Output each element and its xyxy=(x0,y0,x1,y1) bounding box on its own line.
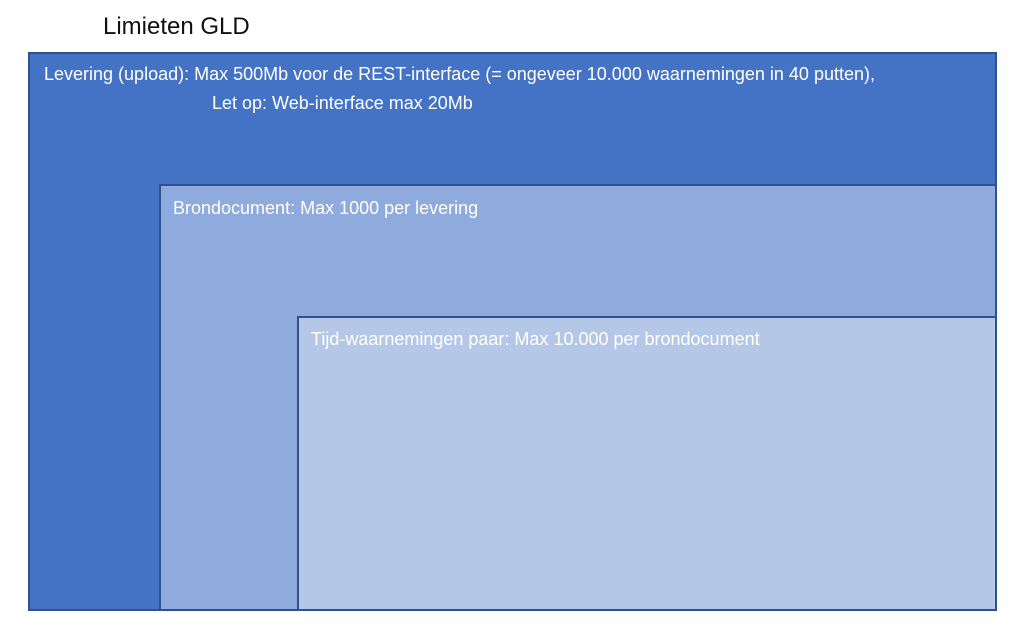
levering-label-line2: Let op: Web-interface max 20Mb xyxy=(212,93,473,113)
brondocument-label: Brondocument: Max 1000 per levering xyxy=(173,198,479,218)
tijd-waarnemingen-label: Tijd-waarnemingen paar: Max 10.000 per brondocument xyxy=(311,329,760,349)
tijd-waarnemingen-box xyxy=(297,316,997,611)
levering-label-line1: Levering (upload): Max 500Mb voor de REST-interface (= ongeveer 10.000 waarnemingen in 40 putten), xyxy=(44,64,875,84)
diagram-title: Limieten GLD xyxy=(103,13,250,40)
